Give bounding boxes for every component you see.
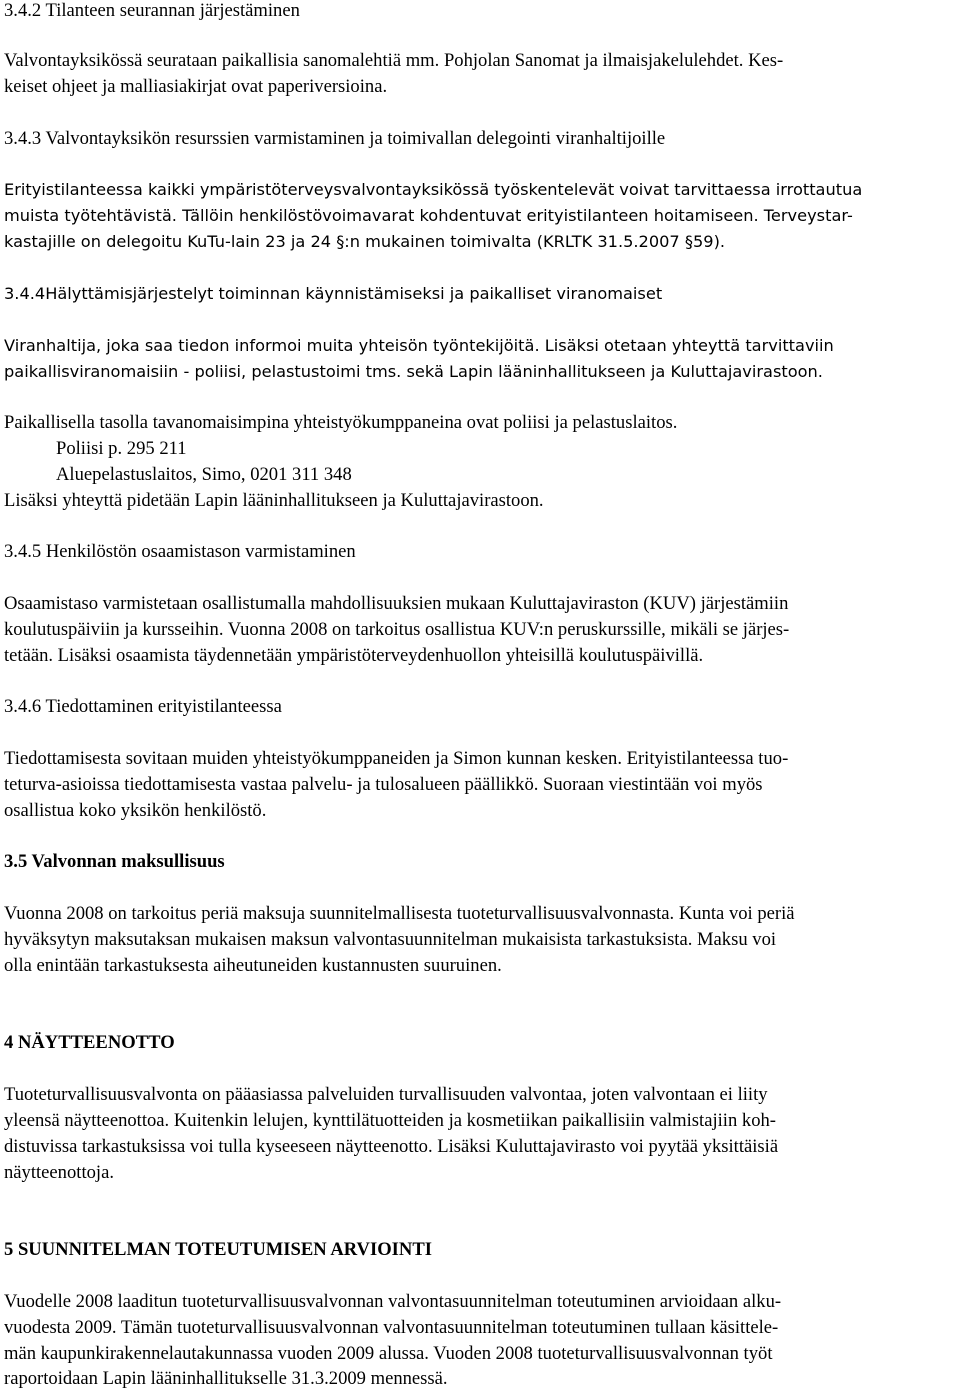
paragraph-line: distuvissa tarkastuksissa voi tulla kyseeseen näytteenotto. Lisäksi Kuluttajavirasto voi pyytää yksittäisiä [4, 1136, 779, 1157]
paragraph-line: hyväksytyn maksutaksan mukaisen maksun valvontasuunnitelman mukaisista tarkastuksista. Maksu voi [4, 929, 777, 950]
paragraph-line: olla enintään tarkastuksesta aiheutuneiden kustannusten suuruinen. [4, 955, 502, 976]
paragraph-line: Vuodelle 2008 laaditun tuoteturvallisuusvalvonnan valvontasuunnitelman toteutuminen arvioidaan alku- [4, 1291, 782, 1312]
paragraph-line: näytteenottoja. [4, 1162, 114, 1183]
paragraph-line: koulutuspäiviin ja kursseihin. Vuonna 2008 on tarkoitus osallistua KUV:n peruskurssille, mikäli se järjes- [4, 619, 790, 640]
section-heading-3-4-6: 3.4.6 Tiedottaminen erityistilanteessa [4, 696, 282, 717]
paragraph-line: yleensä näytteenottoa. Kuitenkin lelujen, kynttilätuotteiden ja kosmetiikan paikallisiin valmistajiin koh- [4, 1110, 776, 1131]
contact-rescue-department: Aluepelastuslaitos, Simo, 0201 311 348 [56, 464, 352, 485]
section-heading-3-4-5: 3.4.5 Henkilöstön osaamistason varmistaminen [4, 541, 356, 562]
paragraph-line: Valvontayksikössä seurataan paikallisia sanomalehtiä mm. Pohjolan Sanomat ja ilmaisjakelulehdet. Kes- [4, 50, 784, 71]
paragraph-line: vuodesta 2009. Tämän tuoteturvallisuusvalvonnan valvontasuunnitelman toteutuminen tullaan käsittele- [4, 1317, 779, 1338]
paragraph-line: Osaamistaso varmistetaan osallistumalla mahdollisuuksien mukaan Kuluttajaviraston (KUV) järjestämiin [4, 593, 789, 614]
paragraph-line: Tuoteturvallisuusvalvonta on pääasiassa palveluiden turvallisuuden valvontaa, joten valvontaan ei liity [4, 1084, 768, 1105]
paragraph-line: Tiedottamisesta sovitaan muiden yhteistyökumppaneiden ja Simon kunnan kesken. Erityistilanteessa tuo- [4, 748, 789, 769]
contact-police: Poliisi p. 295 211 [56, 438, 187, 459]
paragraph-line: Erityistilanteessa kaikki ympäristöterveysvalvontayksikössä työskentelevät voivat tarvittaessa irrottautua [4, 180, 863, 199]
paragraph-line: keiset ohjeet ja malliasiakirjat ovat paperiversioina. [4, 76, 388, 97]
paragraph-line: Vuonna 2008 on tarkoitus periä maksuja suunnitelmallisesta tuoteturvallisuusvalvonnasta. Kunta voi periä [4, 903, 795, 924]
section-heading-5: 5 SUUNNITELMAN TOTEUTUMISEN ARVIOINTI [4, 1239, 432, 1260]
paragraph-line: tetään. Lisäksi osaamista täydennetään ympäristöterveydenhuollon yhteisillä koulutuspäivillä. [4, 645, 704, 666]
section-heading-3-5: 3.5 Valvonnan maksullisuus [4, 851, 225, 872]
paragraph-line: muista työtehtävistä. Tällöin henkilöstövoimavarat kohdentuvat erityistilanteen hoitamiseen. Terveystar- [4, 206, 853, 225]
paragraph-line: paikallisviranomaisiin - poliisi, pelastustoimi tms. sekä Lapin lääninhallitukseen ja Kuluttajavirastoon. [4, 362, 823, 381]
paragraph-line: Lisäksi yhteyttä pidetään Lapin lääninhallitukseen ja Kuluttajavirastoon. [4, 490, 544, 511]
paragraph-line: raportoidaan Lapin lääninhallitukselle 31.3.2009 mennessä. [4, 1368, 448, 1389]
section-heading-3-4-3: 3.4.3 Valvontayksikön resurssien varmistaminen ja toimivallan delegointi viranhaltijoille [4, 128, 666, 149]
paragraph-line: kastajille on delegoitu KuTu-lain 23 ja 24 §:n mukainen toimivalta (KRLTK 31.5.2007 §59). [4, 232, 726, 251]
paragraph-line: Paikallisella tasolla tavanomaisimpina yhteistyökumppaneina ovat poliisi ja pelastuslaitos. [4, 412, 678, 433]
paragraph-line: osallistua koko yksikön henkilöstö. [4, 800, 267, 821]
paragraph-line: teturva-asioissa tiedottamisesta vastaa palvelu- ja tulosalueen päällikkö. Suoraan viestintään voi myös [4, 774, 763, 795]
paragraph-line: Viranhaltija, joka saa tiedon informoi muita yhteisön työntekijöitä. Lisäksi otetaan yhteyttä tarvittaviin [4, 336, 834, 355]
section-heading-4: 4 NÄYTTEENOTTO [4, 1032, 175, 1053]
section-heading-3-4-4: 3.4.4Hälyttämisjärjestelyt toiminnan käynnistämiseksi ja paikalliset viranomaiset [4, 284, 663, 303]
section-heading-3-4-2: 3.4.2 Tilanteen seurannan järjestäminen [4, 0, 300, 21]
paragraph-line: män kaupunkirakennelautakunnassa vuoden 2009 alussa. Vuoden 2008 tuoteturvallisuusvalvonnan työt [4, 1343, 773, 1364]
